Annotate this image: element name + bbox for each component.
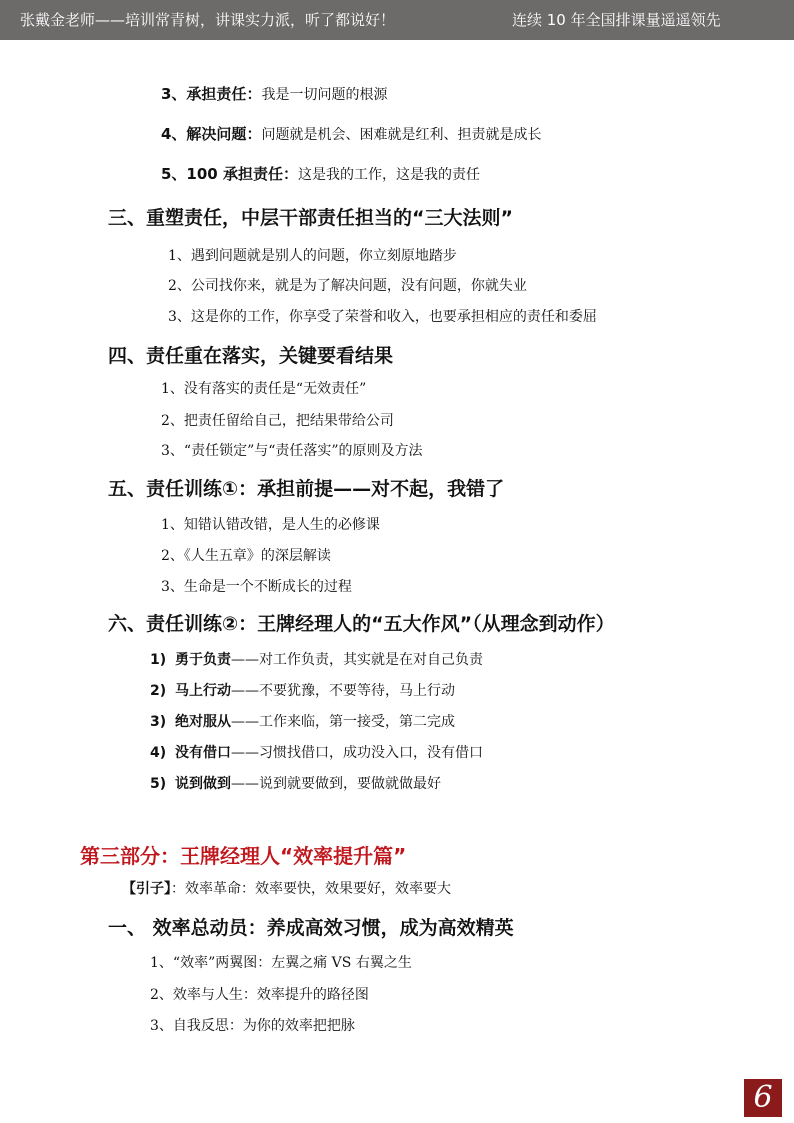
list-item: 1、知错认错改错，是人生的必修课 xyxy=(161,517,380,533)
list-item xyxy=(150,773,441,793)
item-label: 没有借口 xyxy=(175,745,232,761)
page-header-banner xyxy=(0,0,794,40)
item-text: ——习惯找借口，成功没入口，没有借口 xyxy=(231,745,484,761)
list-item: 3、这是你的工作，你享受了荣誉和收入，也要承担相应的责任和委屈 xyxy=(168,309,597,325)
list-item xyxy=(150,680,455,700)
list-item xyxy=(161,83,387,104)
section-heading: 一、 效率总动员：养成高效习惯，成为高效精英 xyxy=(108,917,514,939)
list-item: 3、生命是一个不断成长的过程 xyxy=(161,579,352,595)
item-text: ——对工作负责，其实就是在对自己负责 xyxy=(231,652,484,668)
item-text: 问题就是机会、困难就是红利、担责就是成长 xyxy=(261,127,542,143)
list-item: 1、遇到问题就是别人的问题，你立刻原地踏步 xyxy=(168,248,457,264)
section-heading: 六、责任训练②：王牌经理人的“五大作风”（从理念到动作） xyxy=(108,613,615,635)
item-number: 3) xyxy=(150,714,167,730)
list-item xyxy=(150,742,483,762)
list-item: 3、自我反思：为你的效率把把脉 xyxy=(150,1018,355,1034)
list-item xyxy=(150,711,455,731)
intro-text: ：效率革命：效率要快，效果要好，效率要大 xyxy=(171,881,451,897)
item-number: 5) xyxy=(150,776,167,792)
intro-label: 【引子】 xyxy=(122,881,171,897)
list-item: 2、《人生五章》的深层解读 xyxy=(161,548,331,564)
item-text: 我是一切问题的根源 xyxy=(261,87,388,103)
page-number-badge: 6 xyxy=(744,1079,782,1117)
item-text: ——说到就要做到，要做就做最好 xyxy=(231,776,442,792)
item-text: ——不要犹豫，不要等待，马上行动 xyxy=(231,683,456,699)
section-heading: 五、责任训练①：承担前提——对不起，我错了 xyxy=(108,478,505,500)
list-item: 2、效率与人生：效率提升的路径图 xyxy=(150,987,369,1003)
item-text: ——工作来临，第一接受，第二完成 xyxy=(231,714,456,730)
item-label: 3、承担责任： xyxy=(161,85,262,103)
part-heading: 第三部分：王牌经理人“效率提升篇” xyxy=(80,844,407,868)
item-label: 绝对服从 xyxy=(175,714,232,730)
list-item: 1、“效率”两翼图：左翼之痛 VS 右翼之生 xyxy=(150,955,412,971)
item-label: 说到做到 xyxy=(175,776,232,792)
list-item: 3、“责任锁定”与“责任落实”的原则及方法 xyxy=(161,443,423,459)
item-label: 5、100 承担责任： xyxy=(161,165,298,183)
intro-line xyxy=(122,878,451,898)
item-label: 4、解决问题： xyxy=(161,125,262,143)
item-number: 1) xyxy=(150,652,167,668)
item-label: 马上行动 xyxy=(175,683,232,699)
list-item: 2、把责任留给自己，把结果带给公司 xyxy=(161,413,394,429)
item-number: 4) xyxy=(150,745,167,761)
section-heading: 四、责任重在落实，关键要看结果 xyxy=(108,345,394,367)
list-item xyxy=(150,649,483,669)
header-achievement: 连续 10 年全国排课量遥遥领先 xyxy=(512,11,721,29)
section-heading: 三、重塑责任，中层干部责任担当的“三大法则” xyxy=(108,207,513,229)
list-item xyxy=(161,123,541,144)
list-item xyxy=(161,163,480,184)
item-label: 勇于负责 xyxy=(175,652,232,668)
item-text: 这是我的工作，这是我的责任 xyxy=(297,167,480,183)
item-number: 2) xyxy=(150,683,167,699)
list-item: 1、没有落实的责任是“无效责任” xyxy=(161,381,367,397)
list-item: 2、公司找你来，就是为了解决问题，没有问题，你就失业 xyxy=(168,278,527,294)
header-slogan: 张戴金老师——培训常青树，讲课实力派，听了都说好！ xyxy=(20,11,396,29)
